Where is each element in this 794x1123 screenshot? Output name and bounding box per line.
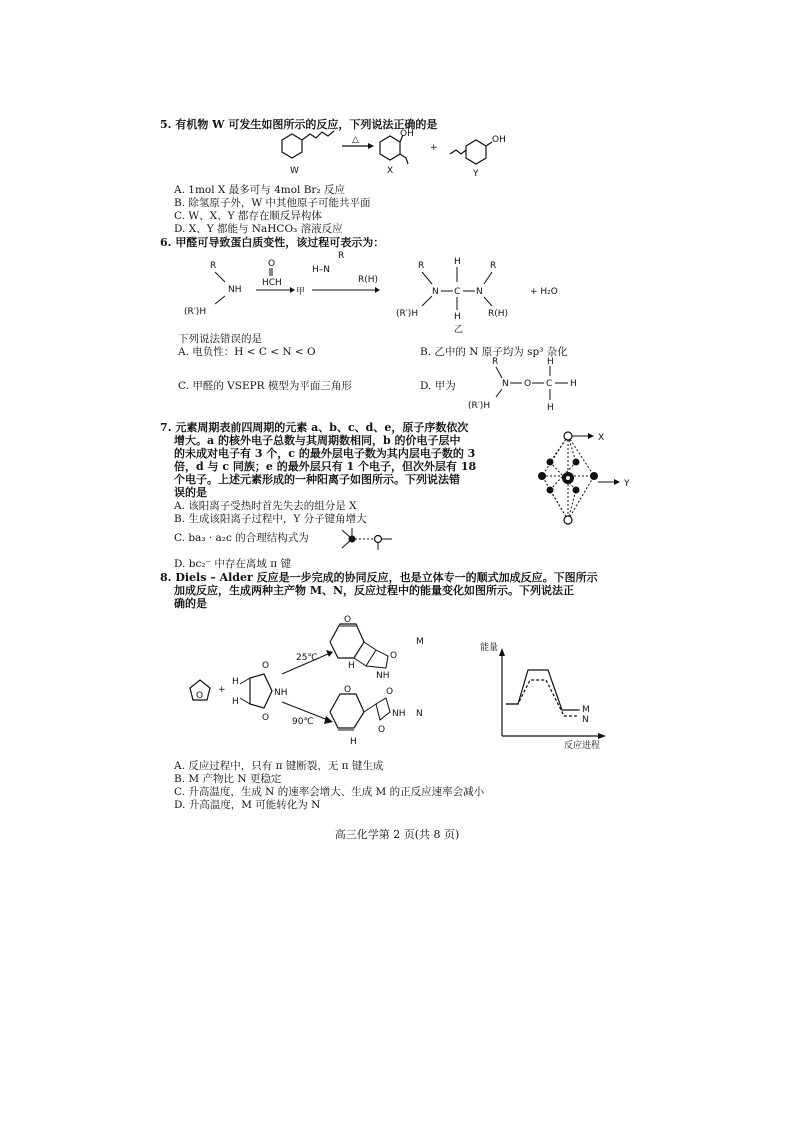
- q8-reaction-diagram: [180, 612, 450, 757]
- svg-text:O: O: [524, 379, 532, 389]
- q7-option-a: A. 该阳离子受热时首先失去的组分是 X: [174, 500, 357, 512]
- svg-text:O: O: [262, 661, 270, 671]
- q8-energy-diagram: [480, 640, 620, 750]
- q8-option-b: B. M 产物比 N 更稳定: [174, 773, 282, 785]
- q6-stem: 6. 甲醛可导致蛋白质变性，该过程可表示为：: [160, 236, 385, 249]
- page-footer: 高三化学第 2 页(共 8 页): [334, 828, 460, 841]
- q7-option-c: C. ba₃ · a₂c 的合理结构式为: [174, 532, 309, 544]
- svg-text:O: O: [378, 725, 386, 735]
- svg-text:N: N: [432, 287, 439, 297]
- q6-option-d-structure: [468, 356, 598, 416]
- svg-text:NH: NH: [392, 709, 406, 719]
- svg-text:O: O: [262, 713, 270, 723]
- svg-text:+: +: [218, 685, 226, 695]
- svg-text:O: O: [344, 685, 352, 695]
- q5-option-d: D. X、Y 都能与 NaHCO₃ 溶液反应: [174, 223, 343, 235]
- svg-text:O: O: [386, 687, 394, 697]
- w-label: W: [290, 166, 299, 176]
- product-n-label: N: [416, 709, 423, 719]
- q5-option-c: C. W、X、Y 都存在顺反异构体: [174, 210, 322, 222]
- q5-option-a: A. 1mol X 最多可与 4mol Br₂ 反应: [174, 184, 345, 196]
- yi-label: 乙: [454, 325, 464, 335]
- q7-option-c-structure: [338, 526, 408, 552]
- svg-text:R: R: [210, 261, 217, 271]
- svg-text:H: H: [454, 312, 461, 322]
- svg-text:N: N: [582, 715, 589, 725]
- y-label: Y: [624, 479, 630, 489]
- svg-text:H: H: [547, 357, 554, 367]
- svg-text:+ H₂O: + H₂O: [530, 287, 558, 297]
- svg-text:HCH: HCH: [262, 278, 282, 288]
- plus-sign: +: [430, 143, 438, 153]
- svg-text:O: O: [268, 259, 276, 269]
- svg-text:(R′)H: (R′)H: [184, 307, 207, 317]
- temp-90: 90℃: [292, 717, 314, 727]
- svg-text:H: H: [570, 379, 577, 389]
- energy-axis-label: 能量: [480, 643, 499, 653]
- q8-option-d: D. 升高温度，M 可能转化为 N: [174, 799, 321, 811]
- q5-stem: 5. 有机物 W 可发生如图所示的反应，下列说法正确的是: [160, 118, 438, 131]
- svg-text:C: C: [454, 287, 461, 297]
- q6-option-c: C. 甲醛的 VSEPR 模型为平面三角形: [178, 380, 352, 392]
- svg-text:(R′)H: (R′)H: [396, 309, 419, 319]
- q8-option-c: C. 升高温度，生成 N 的速率会增大、生成 M 的正反应速率会减小: [174, 786, 485, 798]
- jia-label: 甲: [296, 287, 306, 297]
- q5-option-b: B. 除氢原子外，W 中其他原子可能共平面: [174, 197, 371, 209]
- q5-reaction-diagram: [270, 128, 520, 178]
- svg-text:R: R: [418, 261, 425, 271]
- q8-stem: 8. Diels – Alder 反应是一步完成的协同反应，也是立体专一的顺式加成反应。下图所示 加成反应，生成两种主产物 M、N，反应过程中的能量变化如图所示。下列说法正 确的是: [160, 571, 598, 610]
- y-benzene-ring: [466, 140, 486, 164]
- x-benzene-ring: [380, 136, 400, 160]
- svg-text:O: O: [344, 615, 352, 625]
- svg-text:O: O: [390, 651, 398, 661]
- y-label: Y: [473, 169, 479, 179]
- progress-axis-label: 反应进程: [564, 741, 601, 751]
- svg-text:R: R: [492, 357, 499, 367]
- q6-option-a: A. 电负性：H < C < N < O: [178, 346, 316, 358]
- svg-text:(R′)H: (R′)H: [468, 401, 491, 411]
- maleimide-ring: [250, 674, 272, 708]
- q6-sub-stem: 下列说法错误的是: [178, 333, 262, 345]
- q6-option-d: D. 甲为: [420, 380, 456, 392]
- q7-stem: 7. 元素周期表前四周期的元素 a、b、c、d、e，原子序数依次 增大。a 的核外电子总数与其周期数相同，b 的价电子层中 的未成对电子有 3 个，c 的最外层电子数为其内层电子数的 3 倍，d 与 c 同族；e 的最外层只有 1 个电子，但次外层有 18 个电子。上述元素形成的一种阳离子如图所示。下列说法错 误的是: [160, 421, 477, 499]
- svg-text:N: N: [502, 379, 509, 389]
- svg-text:H: H: [454, 257, 461, 267]
- svg-text:H: H: [350, 737, 357, 747]
- svg-text:M: M: [582, 705, 590, 715]
- svg-text:R: R: [338, 251, 345, 261]
- q6-option-b: B. 乙中的 N 原子均为 sp³ 杂化: [420, 346, 568, 358]
- product-m-label: M: [416, 637, 424, 647]
- w-side-chain: [302, 131, 334, 140]
- x-label: X: [387, 166, 394, 176]
- q7-option-b: B. 生成该阳离子过程中，Y 分子键角增大: [174, 513, 367, 525]
- svg-text:R(H): R(H): [488, 309, 509, 319]
- svg-text:NH: NH: [376, 671, 390, 681]
- w-benzene-ring: [282, 134, 302, 158]
- x-oh-label: OH: [400, 129, 414, 139]
- y-oh-label: OH: [492, 135, 506, 145]
- svg-text:O: O: [196, 691, 204, 701]
- svg-text:H–N: H–N: [312, 265, 330, 275]
- svg-text:H: H: [547, 403, 554, 413]
- svg-text:H: H: [232, 697, 239, 707]
- svg-text:R(H): R(H): [358, 275, 379, 285]
- temp-25: 25℃: [296, 653, 318, 663]
- q7-option-d: D. bc₂⁻ 中存在离域 π 键: [174, 558, 291, 570]
- heat-symbol: △: [352, 135, 359, 145]
- q8-option-a: A. 反应过程中，只有 π 键断裂，无 π 键生成: [174, 760, 384, 772]
- svg-text:NH: NH: [228, 285, 242, 295]
- svg-text:N: N: [476, 287, 483, 297]
- svg-text:H: H: [232, 677, 239, 687]
- svg-text:H: H: [348, 661, 355, 671]
- svg-text:R: R: [490, 261, 497, 271]
- svg-text:C: C: [546, 379, 553, 389]
- x-label: X: [598, 433, 605, 443]
- q7-cation-structure: [522, 420, 642, 535]
- q6-reaction-diagram: [170, 251, 590, 335]
- svg-text:NH: NH: [274, 688, 288, 698]
